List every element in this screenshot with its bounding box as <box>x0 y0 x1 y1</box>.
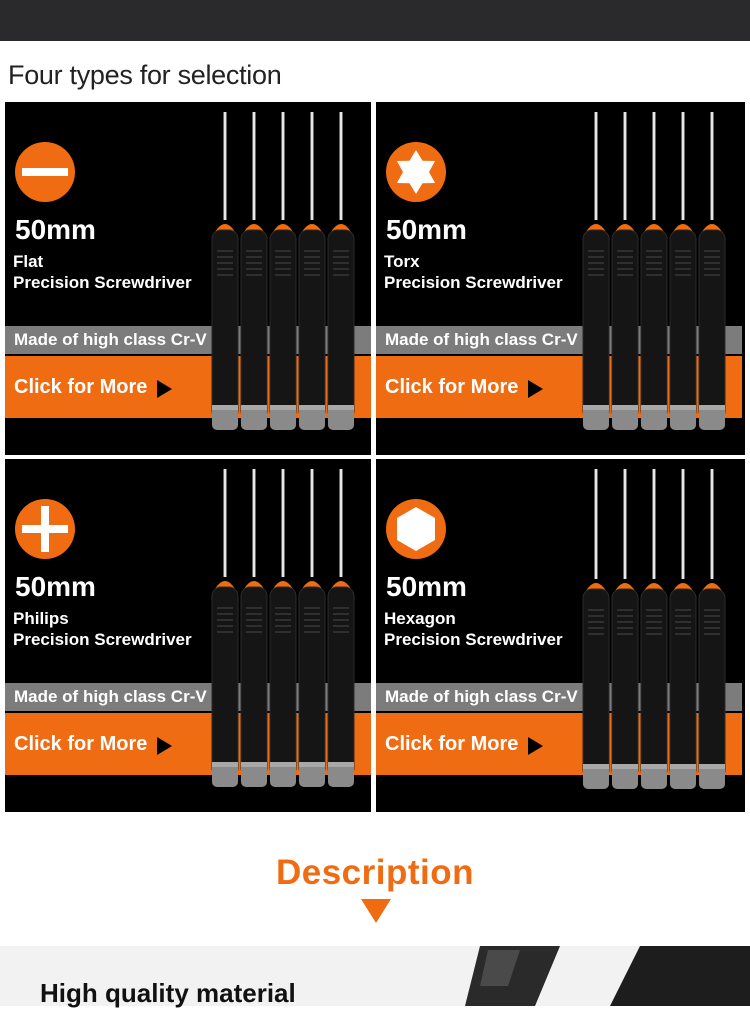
screwdriver <box>270 469 296 787</box>
high-quality-material-heading: High quality material <box>40 978 296 1008</box>
screwdriver <box>699 112 725 430</box>
screwdriver <box>612 112 638 430</box>
screwdriver <box>328 112 354 430</box>
screwdriver-set-image <box>210 459 370 812</box>
description-heading: Description <box>275 853 475 892</box>
card-type <box>13 251 192 293</box>
screwdriver <box>299 469 325 787</box>
card-size: 50mm <box>15 571 96 602</box>
cta-label: Click for More <box>14 733 148 755</box>
section-title: Four types for selection <box>8 60 282 90</box>
screwdriver <box>583 112 609 430</box>
screwdriver <box>212 469 238 787</box>
product-card-torx[interactable] <box>376 102 745 455</box>
screwdriver <box>241 112 267 430</box>
card-type <box>384 608 563 650</box>
card-type-name: Torx <box>384 252 420 271</box>
screwdriver <box>670 112 696 430</box>
screwdriver-set-image <box>581 102 745 455</box>
play-arrow-icon <box>157 737 172 755</box>
cta-label: Click for More <box>385 376 519 398</box>
card-type-desc: Precision Screwdriver <box>13 273 192 292</box>
card-size: 50mm <box>386 571 467 602</box>
card-size: 50mm <box>15 214 96 245</box>
card-type-name: Hexagon <box>384 609 456 628</box>
screwdriver <box>299 112 325 430</box>
screwdriver <box>641 469 667 789</box>
cta-label: Click for More <box>14 376 148 398</box>
screwdriver <box>612 469 638 789</box>
cta-label: Click for More <box>385 733 519 755</box>
down-arrow-icon <box>361 899 391 923</box>
card-type-desc: Precision Screwdriver <box>384 630 563 649</box>
card-type-name: Philips <box>13 609 69 628</box>
screwdriver <box>241 469 267 787</box>
play-arrow-icon <box>528 380 543 398</box>
flat-tip-icon <box>14 141 76 203</box>
screwdriver <box>583 469 609 789</box>
card-type-desc: Precision Screwdriver <box>13 630 192 649</box>
screwdriver <box>641 112 667 430</box>
card-type-desc: Precision Screwdriver <box>384 273 563 292</box>
screwdriver <box>270 112 296 430</box>
screwdriver <box>699 469 725 789</box>
screwdriver <box>670 469 696 789</box>
screwdriver <box>328 469 354 787</box>
card-type <box>13 608 192 650</box>
torx-tip-icon <box>385 141 447 203</box>
material-text: Made of high class Cr-V <box>385 330 578 349</box>
product-card-flat[interactable] <box>5 102 371 455</box>
material-text: Made of high class Cr-V <box>385 687 578 706</box>
card-type-name: Flat <box>13 252 44 271</box>
product-card-hexagon[interactable] <box>376 459 745 812</box>
play-arrow-icon <box>157 380 172 398</box>
product-card-philips[interactable] <box>5 459 371 812</box>
card-type <box>384 251 563 293</box>
material-text: Made of high class Cr-V <box>14 330 207 349</box>
philips-tip-icon <box>14 498 76 560</box>
card-size: 50mm <box>386 214 467 245</box>
screwdriver <box>212 112 238 430</box>
screwdriver-set-image <box>581 459 745 812</box>
top-banner-strip <box>0 0 750 41</box>
screwdriver-set-image <box>210 102 370 455</box>
play-arrow-icon <box>528 737 543 755</box>
hexagon-tip-icon <box>385 498 447 560</box>
material-text: Made of high class Cr-V <box>14 687 207 706</box>
